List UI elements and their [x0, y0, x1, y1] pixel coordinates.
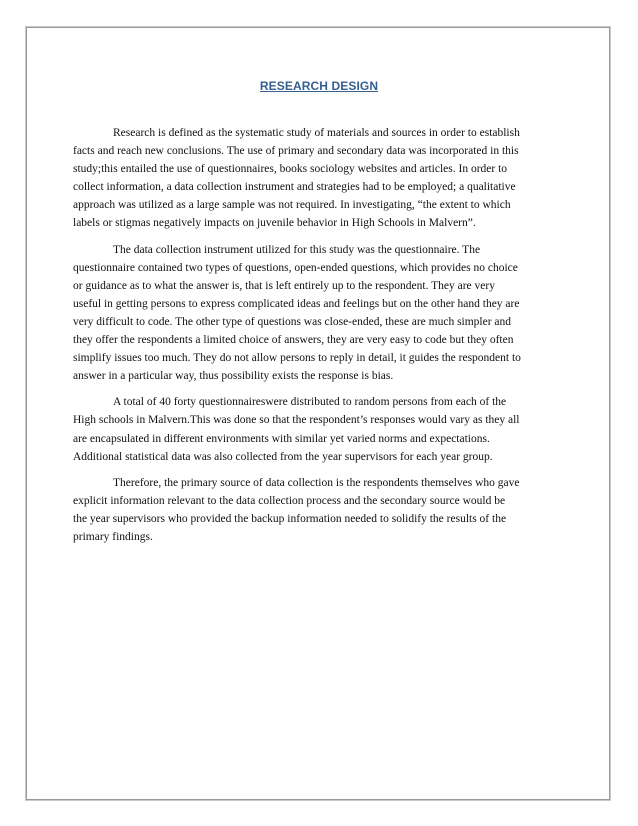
paragraph-3	[73, 393, 567, 465]
text-line: The data collection instrument utilized for this study was the questionnaire. The	[113, 243, 481, 256]
text-line: are encapsulated in different environments with similar yet varied norms and expectations.	[73, 432, 490, 445]
document-body	[73, 124, 567, 554]
text-line: very difficult to code. The other type of questions was close-ended, these are much simpler and	[73, 315, 512, 328]
document-title: RESEARCH DESIGN	[259, 79, 379, 93]
text-line: useful in getting persons to express complicated ideas and feelings but on the other hand they are	[73, 297, 520, 310]
text-line: primary findings.	[73, 530, 153, 543]
text-line: answer in a particular way, thus possibility exists the response is bias.	[73, 370, 394, 383]
text-line: Research is defined as the systematic study of materials and sources in order to establish	[113, 127, 520, 139]
text-line: simplify issues too much. They do not allow persons to reply in detail, it guides the respondent to	[73, 352, 521, 365]
text-line: labels or stigmas negatively impacts on juvenile behavior in High Schools in Malvern”.	[73, 217, 476, 230]
text-line: A total of 40 forty questionnaireswere distributed to random persons from each of the	[113, 396, 507, 409]
text-line: facts and reach new conclusions. The use of primary and secondary data was incorporated in this	[73, 145, 519, 158]
text-line: questionnaire contained two types of questions, open-ended questions, which provides no choice	[73, 261, 518, 274]
text-line: Therefore, the primary source of data collection is the respondents themselves who gave	[113, 476, 520, 489]
text-line: Additional statistical data was also collected from the year supervisors for each year group.	[73, 450, 493, 463]
paragraph-2	[73, 241, 567, 386]
text-line: or guidance as to what the answer is, that is left entirely up to the respondent. They are very	[73, 279, 495, 292]
text-line: study;this entailed the use of questionnaires, books sociology websites and articles. In order to	[73, 163, 508, 176]
text-line: collect information, a data collection instrument and strategies had to be employed; a qualitative	[73, 181, 516, 194]
text-line: they offer the respondents a limited choice of answers, they are very easy to code but they often	[73, 334, 514, 347]
text-line: approach was utilized as a large sample was not required. In investigating, “the extent to which	[73, 199, 511, 212]
text-line: the year supervisors who provided the backup information needed to solidify the results of the	[73, 512, 507, 525]
text-line: explicit information relevant to the data collection process and the secondary source would be	[73, 494, 506, 507]
paragraph-4	[73, 474, 567, 546]
text-line: High schools in Malvern.This was done so that the respondent’s responses would vary as they all	[73, 414, 520, 427]
paragraph-1	[73, 124, 567, 233]
